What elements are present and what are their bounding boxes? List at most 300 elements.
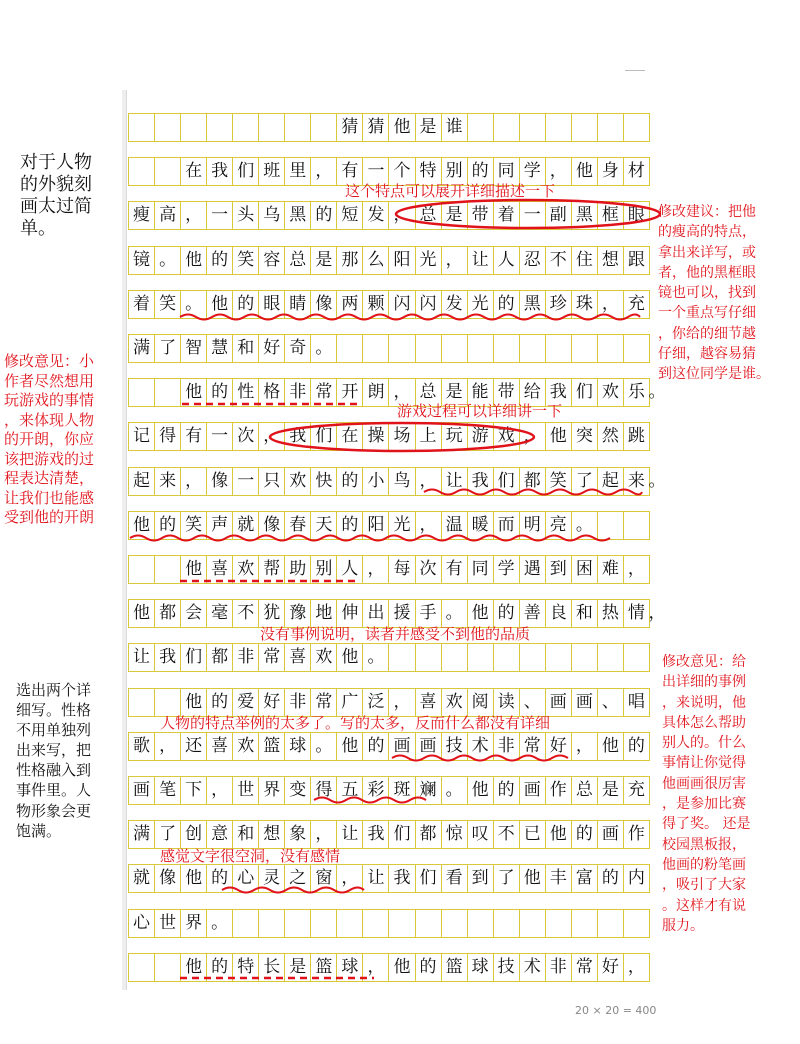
note-line: 该把游戏的过 xyxy=(4,449,95,468)
note-line: 者，他的黑框眼 xyxy=(658,264,756,281)
grid-cell: 有 xyxy=(442,556,468,583)
grid-cell: 带 xyxy=(468,202,494,229)
grid-cell: 不 xyxy=(494,821,520,848)
note-personality xyxy=(4,352,94,528)
grid-cell: ， xyxy=(363,954,389,981)
grid-cell: 毫 xyxy=(207,600,233,627)
grid-cell: 技 xyxy=(442,733,468,760)
note-suggestion-helping xyxy=(662,652,750,936)
overflow-character: 。 xyxy=(648,382,666,402)
grid-cell: 慧 xyxy=(207,335,233,362)
grid-cell: 是 xyxy=(598,777,624,804)
note-line: 出来写，把 xyxy=(16,741,92,760)
grid-cell: 性 xyxy=(233,379,259,406)
grid-cell: 在 xyxy=(181,158,207,185)
grid-cell: 记 xyxy=(128,423,155,450)
wavy-underline-laugh xyxy=(424,490,642,495)
grid-cell: 声 xyxy=(207,512,233,539)
note-line: 性格融入到 xyxy=(16,761,92,780)
grid-cell: 界 xyxy=(259,777,285,804)
note-line: 到这位同学是谁。 xyxy=(658,366,770,383)
grid-cell: 眼 xyxy=(624,202,650,229)
grid-cell: 的 xyxy=(207,247,233,274)
grid-cell: 和 xyxy=(233,821,259,848)
grid-cell: 画 xyxy=(416,733,442,760)
grid-cell: 们 xyxy=(233,158,259,185)
grid-cell: 他 xyxy=(128,512,155,539)
grid-cell: 充 xyxy=(624,291,650,318)
grid-cell: 的 xyxy=(311,202,337,229)
grid-cell: 情 xyxy=(624,600,650,627)
grid-cell: 他 xyxy=(389,954,415,981)
grid-cell: 总 xyxy=(416,379,442,406)
grid-cell: 眼 xyxy=(259,291,285,318)
grid-cell: 珍 xyxy=(546,291,572,318)
grid-cell: 他 xyxy=(181,954,207,981)
grid-cell: 作 xyxy=(624,821,650,848)
grid-cell: 的 xyxy=(494,777,520,804)
note-line: 细写。性格 xyxy=(16,701,92,720)
note-suggestion-appearance xyxy=(658,202,770,385)
grid-cell: 想 xyxy=(598,247,624,274)
grid-cell: 别 xyxy=(311,556,337,583)
grid-cell: 们 xyxy=(389,821,415,848)
note-line: 对于人物 xyxy=(20,152,92,173)
grid-cell: 助 xyxy=(285,556,311,583)
note-line: 他画的粉笔画 xyxy=(662,856,746,873)
grid-cell: 犹 xyxy=(259,600,285,627)
grid-cell: 一 xyxy=(207,202,233,229)
grid-cell: 他 xyxy=(181,556,207,583)
grid-cell: 已 xyxy=(520,821,546,848)
grid-cell: ， xyxy=(259,423,285,450)
grid-cell: 能 xyxy=(468,379,494,406)
grid-cell: 喜 xyxy=(285,644,311,671)
grid-cell: 来 xyxy=(624,468,650,495)
grid-cell: 总 xyxy=(572,777,598,804)
grid-cell: 到 xyxy=(468,865,494,892)
grid-cell: 和 xyxy=(572,600,598,627)
grid-cell: 画 xyxy=(598,821,624,848)
grid-cell: ， xyxy=(389,202,415,229)
grid-cell: 光 xyxy=(468,291,494,318)
grid-cell: 像 xyxy=(259,512,285,539)
grid-cell: 满 xyxy=(128,821,155,848)
grid-cell: 都 xyxy=(207,644,233,671)
grid-cell: 都 xyxy=(155,600,181,627)
grid-cell: 热 xyxy=(598,600,624,627)
grid-cell: 的 xyxy=(624,733,650,760)
grid-cell: 镜 xyxy=(128,247,155,274)
note-line: 服力。 xyxy=(662,917,704,934)
grid-cell: ， xyxy=(546,158,572,185)
grid-cell: 乌 xyxy=(259,202,285,229)
grid-cell: 我 xyxy=(155,644,181,671)
grid-cell: 小 xyxy=(363,468,389,495)
note-line: 物形象会更 xyxy=(16,801,92,820)
grid-cell: 容 xyxy=(259,247,285,274)
grid-cell: 唱 xyxy=(624,689,650,716)
grid-cell: 球 xyxy=(468,954,494,981)
grid-cell: 闪 xyxy=(416,291,442,318)
grid-cell: 篮 xyxy=(259,733,285,760)
grid-cell: 我 xyxy=(363,821,389,848)
grid-cell: 他 xyxy=(546,821,572,848)
grid-cell: 丰 xyxy=(546,865,572,892)
grid-cell: 阅 xyxy=(468,689,494,716)
grid-cell: 他 xyxy=(181,865,207,892)
grid-cell: 遇 xyxy=(520,556,546,583)
grid-cell: 变 xyxy=(285,777,311,804)
note-line: 的瘦高的特点， xyxy=(658,224,756,241)
grid-cell: 的 xyxy=(337,512,363,539)
note-line: ，是参加比赛 xyxy=(662,796,746,813)
grid-cell: 只 xyxy=(259,468,285,495)
wavy-underline-colorful xyxy=(314,798,426,803)
note-line: 他画画很厉害 xyxy=(662,775,746,792)
note-line: 具体怎么帮助 xyxy=(662,714,746,731)
grid-cell: 然 xyxy=(598,423,624,450)
grid-cell: ， xyxy=(155,733,181,760)
note-line: ，你给的细节越 xyxy=(658,325,756,342)
circle-glasses xyxy=(396,200,660,228)
grid-cell: 就 xyxy=(233,512,259,539)
grid-cell: 是 xyxy=(442,379,468,406)
grid-cell: 满 xyxy=(128,335,155,362)
grid-size-label: 20 × 20 = 400 xyxy=(575,1004,657,1017)
grid-cell: 睛 xyxy=(285,291,311,318)
note-line: 程表达清楚， xyxy=(4,469,95,487)
grid-cell: 一 xyxy=(207,423,233,450)
grid-cell: 的 xyxy=(494,291,520,318)
grid-cell: 让 xyxy=(468,247,494,274)
grid-cell: 篮 xyxy=(442,954,468,981)
grid-cell: 朗 xyxy=(363,379,389,406)
wavy-underline-laughter xyxy=(130,536,610,541)
grid-cell: 心 xyxy=(233,865,259,892)
grid-cell: 了 xyxy=(155,335,181,362)
note-line: 一个重点写仔细 xyxy=(658,305,756,322)
grid-cell: 我 xyxy=(207,158,233,185)
note-line: 别人的。什么 xyxy=(662,735,746,752)
grid-cell: 球 xyxy=(337,954,363,981)
grid-cell: 是 xyxy=(416,114,442,141)
grid-cell: 喜 xyxy=(207,556,233,583)
grid-cell: 是 xyxy=(285,954,311,981)
grid-cell: 好 xyxy=(259,335,285,362)
note-line: ，来体现人物 xyxy=(4,410,95,429)
grid-cell: 创 xyxy=(181,821,207,848)
grid-cell: 是 xyxy=(442,202,468,229)
note-line: 事情让你觉得 xyxy=(662,755,746,772)
grid-cell: 总 xyxy=(416,202,442,229)
grid-cell: 头 xyxy=(233,202,259,229)
grid-cell: 良 xyxy=(546,600,572,627)
grid-cell: 瘦 xyxy=(128,202,155,229)
grid-cell: 斑 xyxy=(389,777,415,804)
grid-cell: 的 xyxy=(468,158,494,185)
grid-cell: 就 xyxy=(128,865,155,892)
grid-cell: 像 xyxy=(155,865,181,892)
grid-cell: 援 xyxy=(389,600,415,627)
grid-cell: ， xyxy=(624,954,650,981)
grid-cell: ， xyxy=(416,512,442,539)
grid-cell: 们 xyxy=(181,644,207,671)
grid-cell: 界 xyxy=(181,910,207,937)
grid-cell: 框 xyxy=(598,202,624,229)
grid-cell: 么 xyxy=(363,247,389,274)
grid-cell: 惊 xyxy=(442,821,468,848)
grid-cell: 亮 xyxy=(546,512,572,539)
grid-cell: 下 xyxy=(181,777,207,804)
grid-cell: 笑 xyxy=(233,247,259,274)
grid-cell: 着 xyxy=(494,202,520,229)
note-line: 事件里。人 xyxy=(16,781,92,800)
grid-cell: 有 xyxy=(337,158,363,185)
note-line: 得了奖。 还是 xyxy=(662,816,751,833)
grid-cell: 黑 xyxy=(572,202,598,229)
grid-cell: 非 xyxy=(494,733,520,760)
grid-cell: 富 xyxy=(572,865,598,892)
grid-cell: 的 xyxy=(155,512,181,539)
grid-cell: 光 xyxy=(389,512,415,539)
grid-cell: 出 xyxy=(363,600,389,627)
grid-cell: 、 xyxy=(598,689,624,716)
grid-cell: 乐 xyxy=(624,379,650,406)
grid-cell: 笑 xyxy=(155,291,181,318)
grid-cell: 。 xyxy=(442,600,468,627)
overflow-character: 。 xyxy=(648,471,666,491)
grid-cell: 。 xyxy=(207,910,233,937)
grid-cell: 的 xyxy=(207,865,233,892)
grid-cell: 。 xyxy=(155,247,181,274)
grid-cell: 我 xyxy=(285,423,311,450)
grid-cell: 同 xyxy=(494,158,520,185)
grid-cell: 他 xyxy=(337,644,363,671)
grid-cell: 了 xyxy=(155,821,181,848)
grid-cell: 在 xyxy=(337,423,363,450)
grid-cell: ， xyxy=(520,423,546,450)
note-line: 不用单独列 xyxy=(16,721,92,740)
grid-cell: 。 xyxy=(181,291,207,318)
grid-cell: 让 xyxy=(128,644,155,671)
grid-cell: 别 xyxy=(442,158,468,185)
grid-cell: 像 xyxy=(207,468,233,495)
grid-cell: 他 xyxy=(520,865,546,892)
grid-cell: 总 xyxy=(285,247,311,274)
grid-cell: 谁 xyxy=(442,114,468,141)
grid-cell: 给 xyxy=(520,379,546,406)
grid-cell: 班 xyxy=(259,158,285,185)
grid-cell: 猜 xyxy=(363,114,389,141)
grid-cell: 斓 xyxy=(416,777,442,804)
grid-cell: 两 xyxy=(337,291,363,318)
grid-cell: 世 xyxy=(155,910,181,937)
grid-cell: 黑 xyxy=(520,291,546,318)
grid-cell: 得 xyxy=(155,423,181,450)
grid-cell: 非 xyxy=(285,379,311,406)
grid-cell: 灵 xyxy=(259,865,285,892)
grid-cell: 欢 xyxy=(233,556,259,583)
grid-cell: ， xyxy=(598,291,624,318)
grid-cell: 笑 xyxy=(181,512,207,539)
grid-cell: 阳 xyxy=(363,512,389,539)
comment-empty-text: 感觉文字很空洞，没有感情 xyxy=(160,847,341,865)
grid-cell: 的 xyxy=(363,733,389,760)
grid-cell: 天 xyxy=(311,512,337,539)
grid-cell: 的 xyxy=(598,865,624,892)
grid-cell: 起 xyxy=(128,468,155,495)
grid-cell: 术 xyxy=(468,733,494,760)
grid-cell: 画 xyxy=(546,689,572,716)
grid-cell: 学 xyxy=(520,158,546,185)
grid-cell: 欢 xyxy=(598,379,624,406)
grid-cell: 、 xyxy=(520,689,546,716)
grid-cell: 暖 xyxy=(468,512,494,539)
grid-cell: 广 xyxy=(337,689,363,716)
grid-cell: 技 xyxy=(494,954,520,981)
grid-cell: 不 xyxy=(233,600,259,627)
grid-cell: 格 xyxy=(259,379,285,406)
grid-cell: 手 xyxy=(416,600,442,627)
grid-cell: 让 xyxy=(337,821,363,848)
grid-cell: 画 xyxy=(389,733,415,760)
grid-cell: 非 xyxy=(233,644,259,671)
grid-cell: 都 xyxy=(520,468,546,495)
grid-cell: 画 xyxy=(572,689,598,716)
grid-cell: 材 xyxy=(624,158,650,185)
grid-cell: 人 xyxy=(337,556,363,583)
grid-cell: 伸 xyxy=(337,600,363,627)
grid-cell: 意 xyxy=(207,821,233,848)
grid-cell: 世 xyxy=(233,777,259,804)
grid-cell: 的 xyxy=(416,954,442,981)
grid-cell: 场 xyxy=(389,423,415,450)
grid-cell: 一 xyxy=(233,468,259,495)
note-line: 作者尽然想用 xyxy=(4,371,95,390)
grid-cell: 。 xyxy=(442,777,468,804)
grid-cell: 。 xyxy=(311,733,337,760)
note-line: 出详细的事例 xyxy=(662,674,746,691)
grid-cell: 阳 xyxy=(389,247,415,274)
comment-game-process: 游戏过程可以详细讲一下 xyxy=(397,402,563,420)
grid-cell: 同 xyxy=(468,556,494,583)
grid-cell: 画 xyxy=(128,777,155,804)
grid-cell: 发 xyxy=(442,291,468,318)
grid-cell: 操 xyxy=(363,423,389,450)
grid-cell: 我 xyxy=(546,379,572,406)
comment-expand-trait: 这个特点可以展开详细描述一下 xyxy=(345,182,556,200)
grid-cell: 常 xyxy=(520,733,546,760)
grid-cell: 地 xyxy=(311,600,337,627)
grid-cell: 春 xyxy=(285,512,311,539)
grid-cell: 善 xyxy=(520,600,546,627)
grid-cell: 他 xyxy=(181,379,207,406)
grid-cell: 。 xyxy=(363,644,389,671)
note-line: 。这样才有说 xyxy=(662,897,746,914)
grid-cell: 常 xyxy=(259,644,285,671)
grid-cell: 副 xyxy=(546,202,572,229)
grid-cell: 充 xyxy=(624,777,650,804)
note-line: 镜也可以，找到 xyxy=(658,285,756,302)
grid-cell: 像 xyxy=(311,291,337,318)
grid-cell: 们 xyxy=(416,865,442,892)
grid-cell: 们 xyxy=(311,423,337,450)
grid-cell: 着 xyxy=(128,291,155,318)
grid-cell: 快 xyxy=(311,468,337,495)
grid-cell: 来 xyxy=(155,468,181,495)
grid-cell: 想 xyxy=(259,821,285,848)
grid-cell: 不 xyxy=(546,247,572,274)
grid-cell: 的 xyxy=(207,689,233,716)
grid-cell: 喜 xyxy=(416,689,442,716)
grid-cell: ， xyxy=(363,556,389,583)
grid-cell: 歌 xyxy=(128,733,155,760)
grid-cell: 笔 xyxy=(155,777,181,804)
grid-cell: ， xyxy=(207,777,233,804)
note-line: 受到他的开朗 xyxy=(4,508,95,526)
grid-cell: 人 xyxy=(494,247,520,274)
grid-cell: 他 xyxy=(598,733,624,760)
wavy-underline-painting xyxy=(392,756,568,761)
grid-cell: 突 xyxy=(572,423,598,450)
grid-cell: 有 xyxy=(181,423,207,450)
grid-cell: ， xyxy=(572,733,598,760)
grid-cell: 喜 xyxy=(207,733,233,760)
grid-cell: 们 xyxy=(572,379,598,406)
note-line: 修改意见：小 xyxy=(4,352,95,370)
comment-too-many-traits: 人物的特点举例的太多了。写的太多，反而什么都没有详细 xyxy=(160,714,551,732)
grid-cell: 黑 xyxy=(285,202,311,229)
grid-cell: 叹 xyxy=(468,821,494,848)
grid-cell: 次 xyxy=(416,556,442,583)
grid-cell: 内 xyxy=(624,865,650,892)
grid-cell: 常 xyxy=(311,689,337,716)
grid-cell: 看 xyxy=(442,865,468,892)
note-line: 仔细，越容易猜 xyxy=(658,346,756,363)
grid-cell: 。 xyxy=(572,512,598,539)
grid-cell: 五 xyxy=(337,777,363,804)
grid-cell: ， xyxy=(389,689,415,716)
grid-cell: 住 xyxy=(572,247,598,274)
grid-cell: 忍 xyxy=(520,247,546,274)
grid-cell: 特 xyxy=(416,158,442,185)
grid-cell: 都 xyxy=(416,821,442,848)
grid-cell: 一 xyxy=(363,158,389,185)
grid-cell: 了 xyxy=(494,865,520,892)
note-hobby xyxy=(16,680,91,841)
grid-cell: 常 xyxy=(572,954,598,981)
grid-cell: 的 xyxy=(494,600,520,627)
note-line: 选出两个详 xyxy=(16,681,92,699)
grid-cell: 开 xyxy=(337,379,363,406)
grid-cell: 玩 xyxy=(442,423,468,450)
grid-cell: 画 xyxy=(520,777,546,804)
grid-cell: 一 xyxy=(520,202,546,229)
grid-cell: 让 xyxy=(363,865,389,892)
grid-cell: 了 xyxy=(572,468,598,495)
grid-cell: 他 xyxy=(181,689,207,716)
grid-cell: 身 xyxy=(598,158,624,185)
grid-cell: 得 xyxy=(311,777,337,804)
grid-cell: ， xyxy=(311,821,337,848)
grid-cell: ， xyxy=(181,468,207,495)
note-line: 校园黑板报， xyxy=(662,836,746,853)
grid-cell: 我 xyxy=(468,468,494,495)
grid-cell: 戏 xyxy=(494,423,520,450)
circle-playing-game xyxy=(270,423,534,451)
note-line: 画太过简 xyxy=(20,195,92,217)
